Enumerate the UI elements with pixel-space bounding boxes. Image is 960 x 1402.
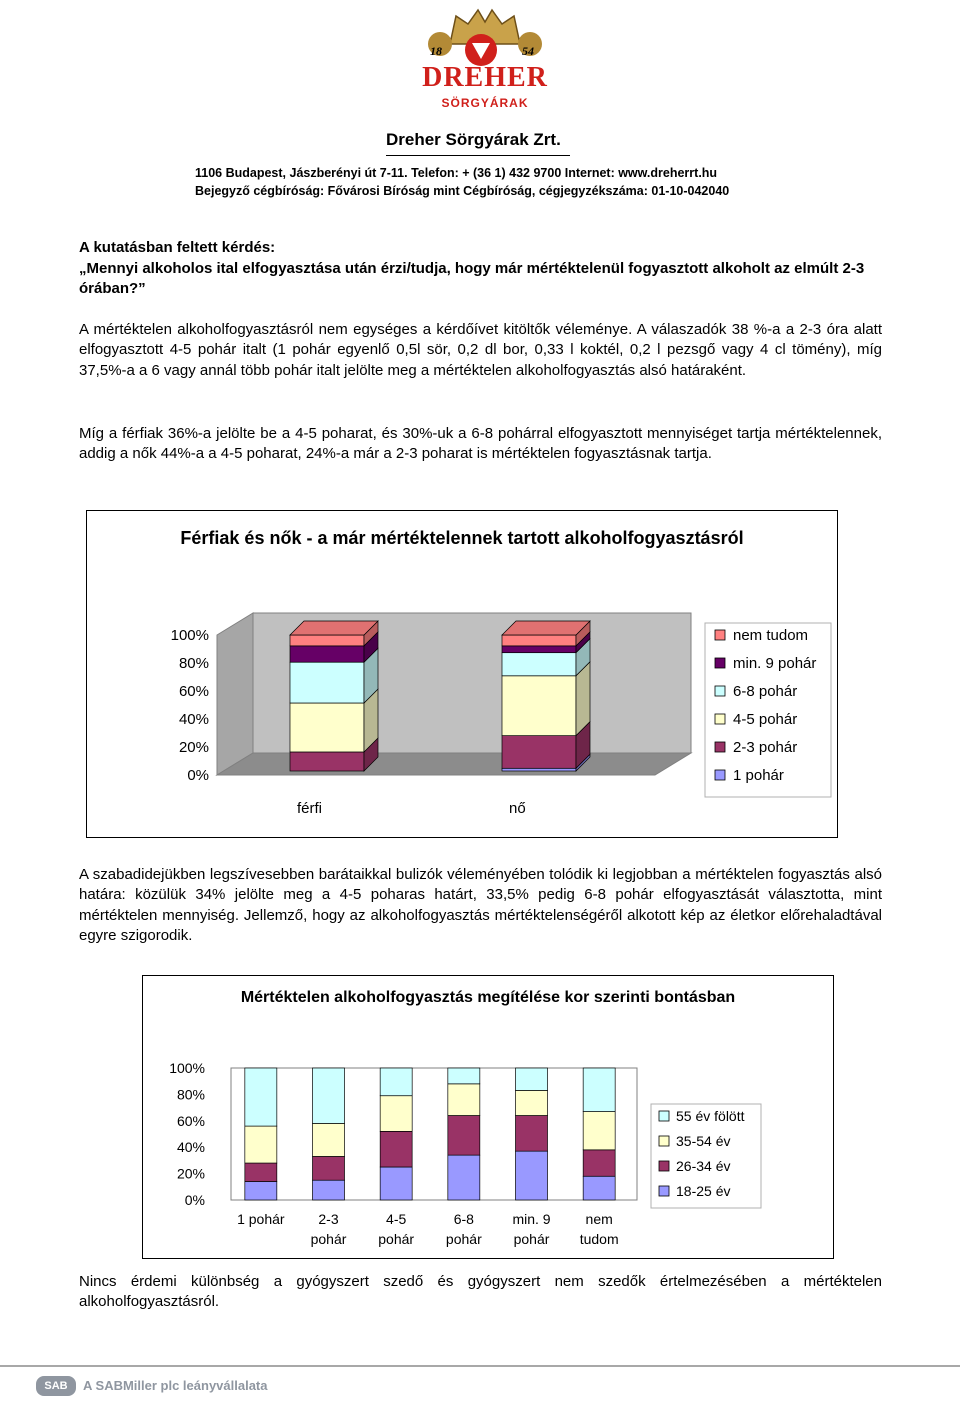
- bar-segment: [245, 1163, 277, 1181]
- bar-segment: [380, 1096, 412, 1132]
- bar-segment-nő: [502, 646, 576, 653]
- legend-label: 2-3 pohár: [733, 739, 798, 756]
- paragraph-3: A szabadidejükben legszívesebben barátaikkal bulizók véleményében tolódik ki legjobban a mértéktelen fogyasztás alsó határa: közülük 34% jelölte meg a 4-5 poharas határt, 33,5% pedig 6-8 pohár elfogyasztását választotta, mint mértéktelen mennyiség. Jellemző, hogy az alkoholfogyasztás mértéktelenségéről alkotott kép az életkor előrehaladtával egyre szigorodik.: [79, 866, 882, 945]
- bar-segment: [245, 1182, 277, 1200]
- bar-segment-nő: [502, 653, 576, 676]
- research-question: [79, 238, 879, 300]
- bar-segment: [583, 1068, 615, 1112]
- x-category-label: 1 pohár: [237, 1211, 285, 1227]
- chart-age-title: Mértéktelen alkoholfogyasztás megítélése kor szerinti bontásban: [240, 989, 736, 1006]
- legend-swatch: [715, 630, 725, 640]
- legend-swatch: [659, 1111, 669, 1121]
- company-name: Dreher Sörgyárak Zrt.: [386, 130, 561, 149]
- x-category-label: pohár: [445, 1231, 482, 1247]
- bar-top-nő: [502, 621, 590, 635]
- legend-swatch: [715, 658, 725, 668]
- company-address: 1106 Budapest, Jászberényi út 7-11. Telefon: + (36 1) 432 9700 Internet: www.dreherrt.hu: [195, 166, 718, 180]
- y-tick-label: 80%: [176, 1086, 205, 1103]
- x-category-label: nő: [509, 800, 526, 817]
- bar-segment: [380, 1167, 412, 1200]
- bar-segment: [583, 1150, 615, 1176]
- question-text: „Mennyi alkoholos ital elfogyasztása után érzi/tudja, hogy már mértéktelenül fogyasztott alkoholt az elmúlt 2-3 órában?”: [79, 259, 865, 298]
- legend-swatch: [659, 1136, 669, 1146]
- x-category-label: 4-5: [386, 1211, 407, 1227]
- paragraph-2: Míg a férfiak 36%-a jelölte be a 4-5 poharat, és 30%-uk a 6-8 pohárral elfogyasztott mennyiséget tartja mértéktelennek, addig a nők 44%-a a 4-5 poharat, 24%-a már a 2-3 poharat is mértéktelen fogyasztásnak tartja.: [79, 425, 882, 463]
- y-tick-label: 40%: [176, 1139, 205, 1156]
- bar-segment: [245, 1068, 277, 1126]
- legend-label: 6-8 pohár: [733, 683, 798, 700]
- legend-swatch: [715, 714, 725, 724]
- x-category-label: 2-3: [318, 1211, 339, 1227]
- legend-label: min. 9 pohár: [733, 655, 817, 672]
- x-category-label: férfi: [297, 800, 323, 817]
- paragraph-4: Nincs érdemi különbség a gyógyszert szedő és gyógyszert nem szedők értelmezésében a mértéktelen alkoholfogyasztásról.: [79, 1273, 882, 1311]
- chart-gender: [86, 510, 838, 838]
- legend-label: 26-34 év: [676, 1158, 731, 1174]
- bar-segment: [313, 1156, 345, 1180]
- y-tick-label: 100%: [169, 1060, 205, 1076]
- x-category-label: pohár: [513, 1231, 550, 1247]
- bar-top-férfi: [290, 621, 378, 635]
- plot-floor: [217, 753, 691, 775]
- y-tick-label: 60%: [176, 1112, 205, 1129]
- x-category-label: pohár: [378, 1231, 415, 1247]
- chart-gender-plot: [87, 511, 837, 837]
- chart-age-plot: [143, 976, 833, 1258]
- bar-segment: [380, 1068, 412, 1096]
- y-tick-label: 20%: [178, 739, 209, 756]
- bar-segment: [380, 1131, 412, 1167]
- legend-label: 35-54 év: [676, 1133, 731, 1149]
- brand-subtitle: SÖRGYÁRAK: [441, 96, 529, 110]
- y-tick-label: 80%: [178, 655, 209, 672]
- bar-segment-nő: [502, 676, 576, 736]
- bar-segment-nő: [502, 635, 576, 646]
- x-category-label: nem: [585, 1211, 613, 1227]
- legend-label: 1 pohár: [733, 767, 784, 784]
- company-underline: [386, 155, 570, 156]
- legend-label: 18-25 év: [676, 1183, 731, 1199]
- bar-segment: [313, 1180, 345, 1200]
- bar-segment-férfi: [290, 703, 364, 752]
- y-tick-label: 60%: [178, 683, 209, 700]
- legend-swatch: [715, 686, 725, 696]
- bar-segment: [448, 1155, 480, 1200]
- founding-year-right: 54: [522, 44, 534, 58]
- chart-gender-title: Férfiak és nők - a már mértéktelennek tartott alkoholfogyasztásról: [180, 528, 744, 548]
- y-tick-label: 0%: [187, 767, 209, 784]
- bar-segment-nő: [502, 768, 576, 771]
- sab-logo: SAB: [36, 1376, 76, 1396]
- bar-segment-férfi: [290, 662, 364, 703]
- legend-swatch: [659, 1161, 669, 1171]
- bar-segment: [448, 1068, 480, 1084]
- plot-area: [231, 1068, 637, 1200]
- plot-side-wall: [217, 613, 253, 775]
- footer-text: A SABMiller plc leányvállalata: [83, 1378, 268, 1393]
- footer-divider: [0, 1365, 960, 1367]
- x-category-label: pohár: [310, 1231, 347, 1247]
- x-category-label: tudom: [579, 1231, 619, 1247]
- y-tick-label: 20%: [176, 1165, 205, 1182]
- bar-segment-férfi: [290, 752, 364, 771]
- legend-swatch: [659, 1186, 669, 1196]
- x-category-label: min. 9: [512, 1211, 551, 1227]
- bar-segment: [245, 1126, 277, 1163]
- y-tick-label: 0%: [184, 1192, 205, 1208]
- bar-segment-nő: [502, 736, 576, 769]
- bar-segment: [516, 1068, 548, 1090]
- legend-swatch: [715, 770, 725, 780]
- question-heading: A kutatásban feltett kérdés:: [79, 239, 276, 256]
- company-registration: Bejegyző cégbíróság: Fővárosi Bíróság mint Cégbíróság, cégjegyzékszáma: 01-10-042040: [195, 184, 730, 198]
- legend-label: 4-5 pohár: [733, 711, 798, 728]
- bar-segment-férfi: [290, 635, 364, 646]
- bar-segment: [516, 1116, 548, 1152]
- bar-segment-férfi: [290, 646, 364, 662]
- brand-logo-text: DREHER: [422, 62, 548, 93]
- x-category-label: 6-8: [453, 1211, 474, 1227]
- chart-age: [142, 975, 834, 1259]
- bar-segment: [516, 1090, 548, 1115]
- bar-segment: [583, 1176, 615, 1200]
- y-tick-label: 40%: [178, 711, 209, 728]
- bar-segment: [448, 1084, 480, 1116]
- founding-year-left: 18: [430, 44, 442, 58]
- y-tick-label: 100%: [170, 627, 209, 644]
- bar-segment: [583, 1112, 615, 1150]
- bar-segment: [516, 1151, 548, 1200]
- paragraph-1: A mértéktelen alkoholfogyasztásról nem egységes a kérdőívet kitöltők véleménye. A válaszadók 38 %-a a 2-3 óra alatt elfogyasztott 4-5 pohár italt (1 pohár egyenlő 0,5l sör, 0,2 dl bor, 0,33 l koktél, 0,2 l pezsgő vagy 4 cl tömény), míg 37,5%-a a 6 vagy annál több pohár italt jelölte meg a mértéktelen alkoholfogyasztás alsó határaként.: [79, 321, 882, 379]
- legend-label: 55 év fölött: [676, 1108, 745, 1124]
- legend-swatch: [715, 742, 725, 752]
- bar-segment: [313, 1123, 345, 1156]
- legend-label: nem tudom: [733, 627, 809, 644]
- bar-segment: [448, 1116, 480, 1156]
- bar-segment: [313, 1068, 345, 1123]
